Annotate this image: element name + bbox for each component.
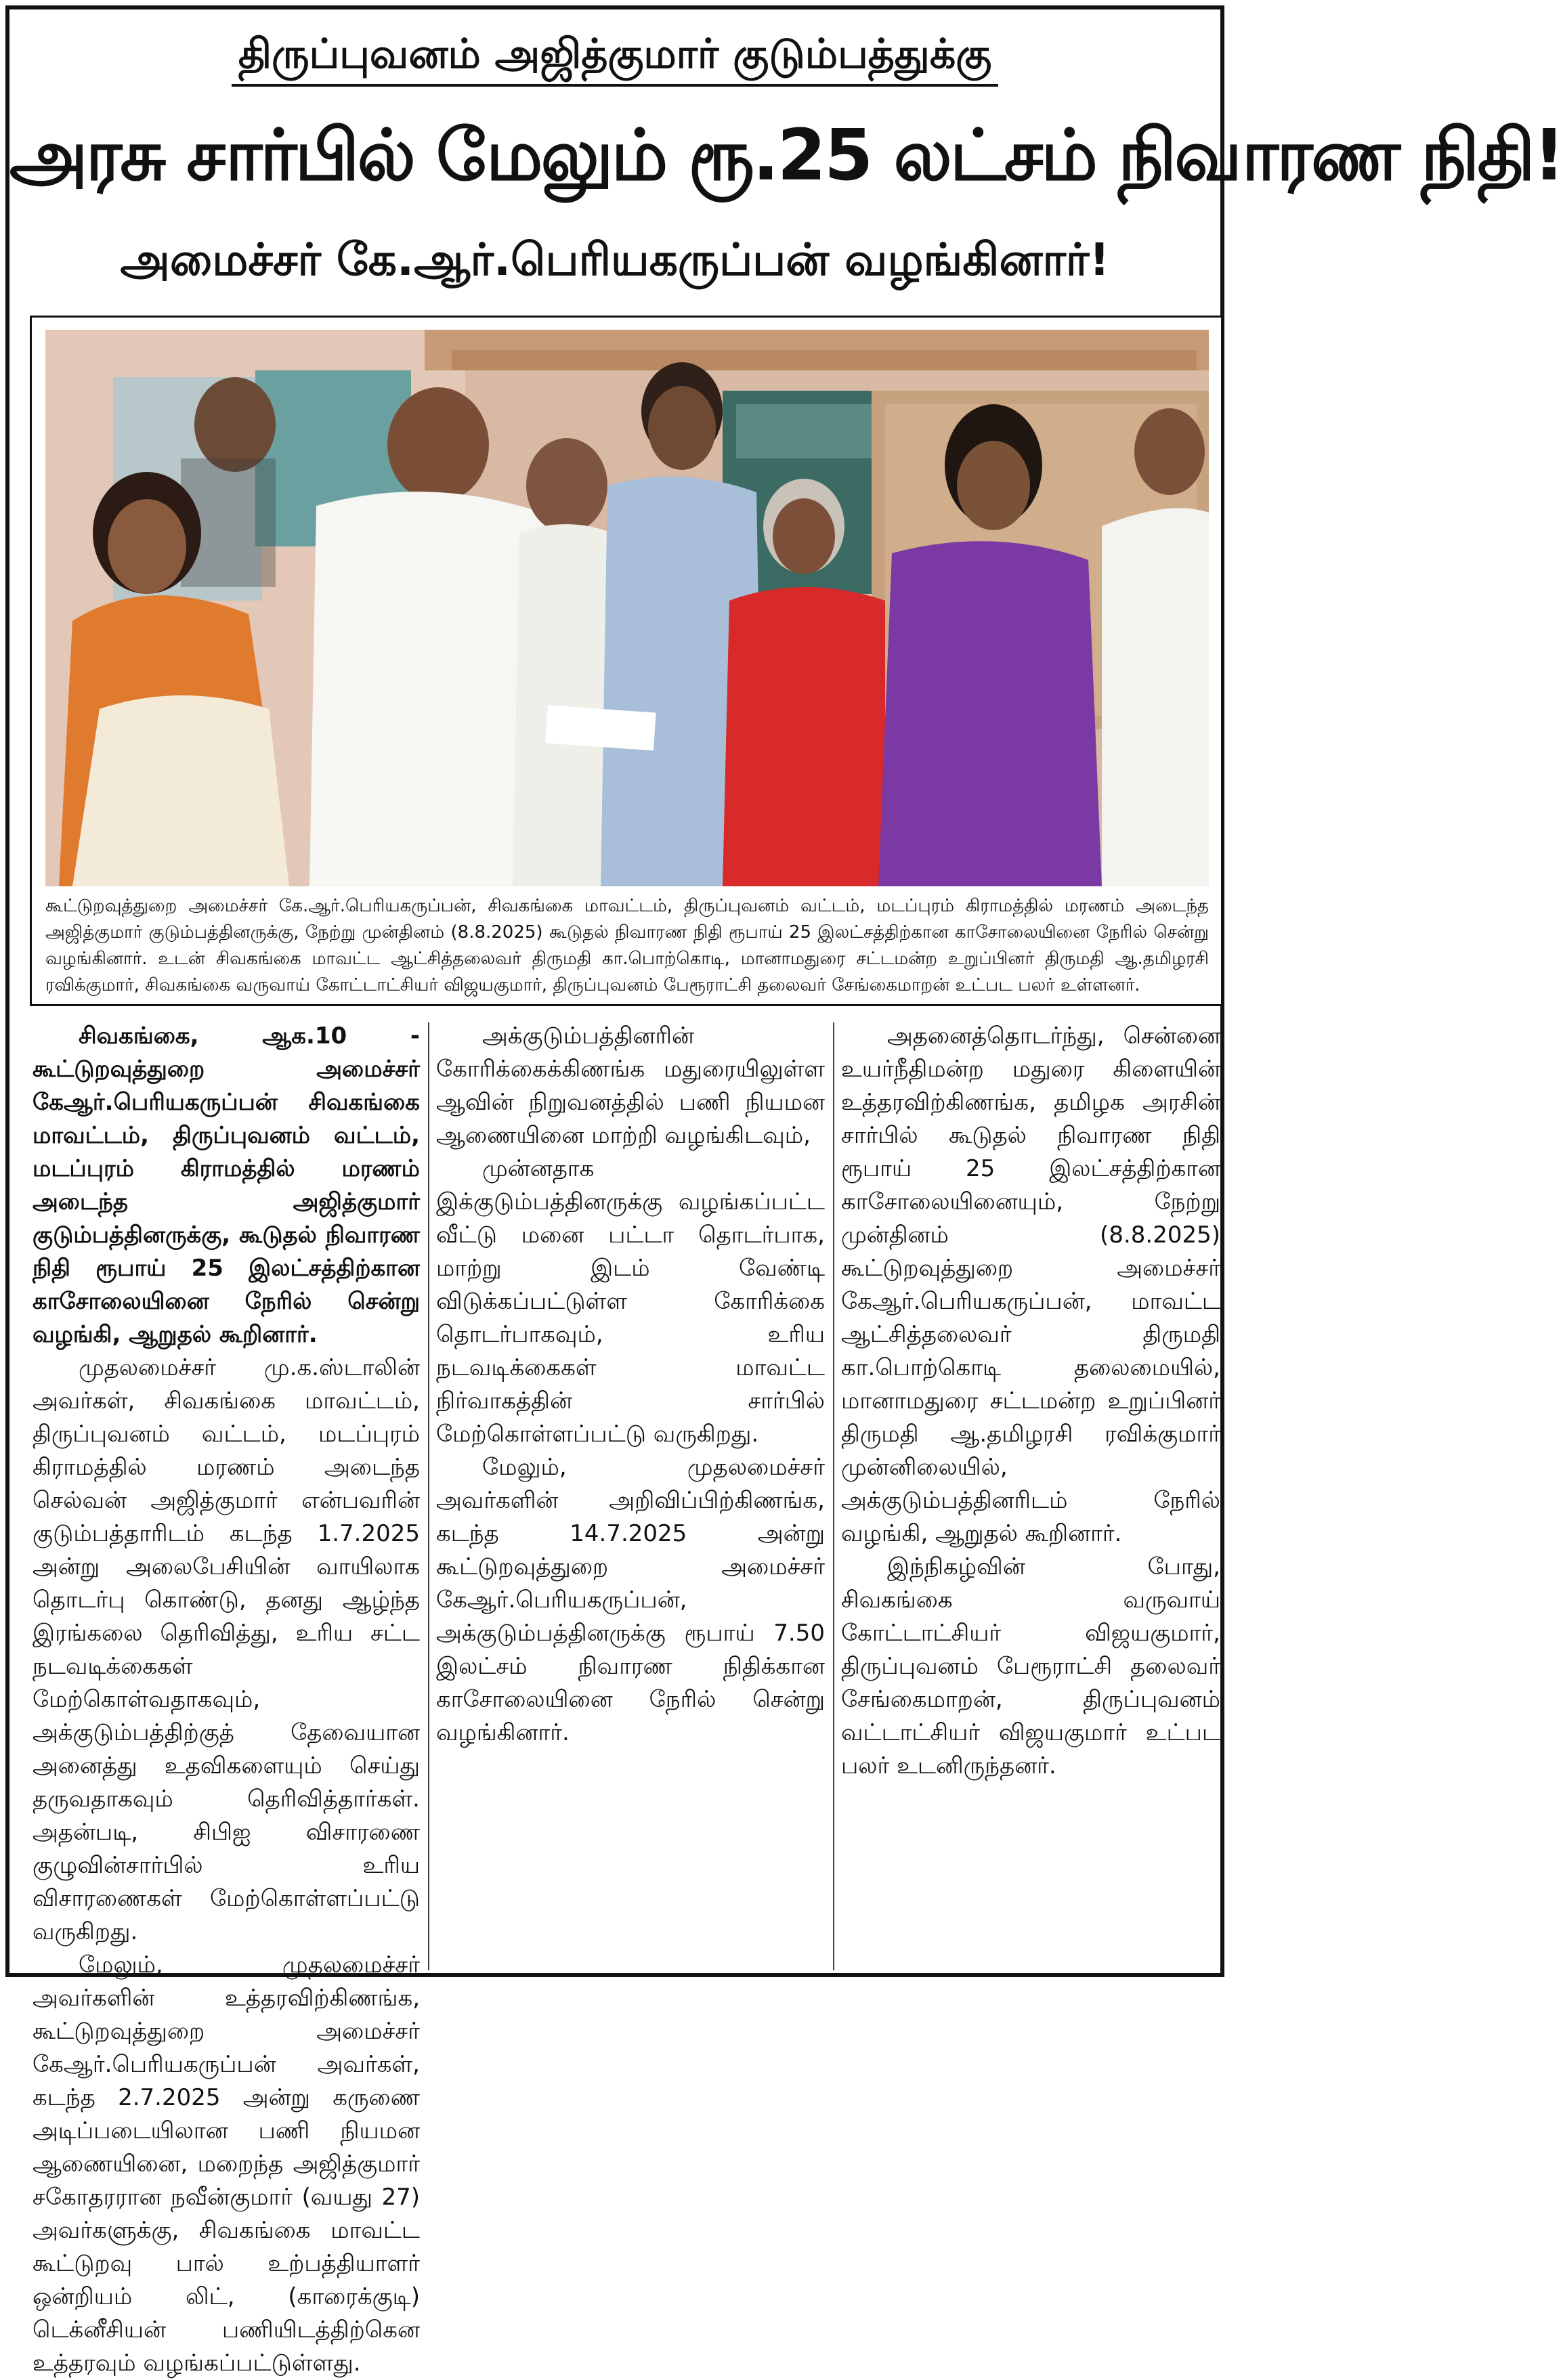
column-1 <box>33 1020 420 2377</box>
body-paragraph: அதனைத்தொடர்ந்து, சென்னை உயர்நீதிமன்ற மதுரை கிளையின் உத்தரவிற்கிணங்க, தமிழக அரசின் சார்பில் கூடுதல் நிவாரண நிதி ரூபாய் 25 இலட்சத்திற்கான காசோலையினையும், நேற்று முன்தினம் (8.8.2025) கூட்டுறவுத்துறை அமைச்சர் கேஆர்.பெரியகருப்பன், மாவட்ட ஆட்சித்தலைவர் திருமதி கா.பொற்கொடி தலைமையில், மானாமதுரை சட்டமன்ற உறுப்பினர் திருமதி ஆ.தமிழரசி ரவிக்குமார் முன்னிலையில், அக்குடும்பத்தினரிடம் நேரில் வழங்கி, ஆறுதல் கூறினார். <box>841 1022 1220 1547</box>
column-2 <box>436 1020 825 1974</box>
photo-box <box>30 316 1223 1006</box>
body-paragraph: முதலமைச்சர் மு.க.ஸ்டாலின் அவர்கள், சிவகங்கை மாவட்டம், திருப்புவனம் வட்டம், மடப்புரம் கிராமத்தில் மரணம் அடைந்த செல்வன் அஜித்குமார் என்பவரின் குடும்பத்தாரிடம் கடந்த 1.7.2025 அன்று அலைபேசியின் வாயிலாக தொடர்பு கொண்டு, தனது ஆழ்ந்த இரங்கலை தெரிவித்து, உரிய சட்ட நடவடிக்கைகள் மேற்கொள்வதாகவும், அக்குடும்பத்திற்குத் தேவையான அனைத்து உதவிகளையும் செய்து தருவதாகவும் தெரிவித்தார்கள். அதன்படி, சிபிஐ விசாரணை குழுவின்சார்பில் உரிய விசாரணைகள் மேற்கொள்ளப்பட்டு வருகிறது. <box>33 1354 420 1945</box>
body-paragraph: இந்நிகழ்வின் போது, சிவகங்கை வருவாய் கோட்டாட்சியர் விஜயகுமார், திருப்புவனம் பேரூராட்சி தலைவர் சேங்கைமாறன், திருப்புவனம் வட்டாட்சியர் விஜயகுமார் உட்பட பலர் உடனிருந்தனர். <box>841 1553 1220 1779</box>
column-3 <box>841 1020 1220 1974</box>
newspaper-clipping <box>5 5 1563 2377</box>
photo-illustration <box>45 330 1209 886</box>
lead-paragraph: சிவகங்கை, ஆக.10 - கூட்டுறவுத்துறை அமைச்சர் கேஆர்.பெரியகருப்பன் சிவகங்கை மாவட்டம், திருப்புவனம் வட்டம், மடப்புரம் கிராமத்தில் மரணம் அடைந்த அஜித்குமார் குடும்பத்தினருக்கு, கூடுதல் நிவாரண நிதி ரூபாய் 25 இலட்சத்திற்கான காசோலையினை நேரில் சென்று வழங்கி, ஆறுதல் கூறினார். <box>33 1022 420 1348</box>
body-paragraph: மேலும், முதலமைச்சர் அவர்களின் உத்தரவிற்கிணங்க, கூட்டுறவுத்துறை அமைச்சர் கேஆர்.பெரியகருப்பன் அவர்கள், கடந்த 2.7.2025 அன்று கருணை அடிப்படையிலான பணி நியமன ஆணையினை, மறைந்த அஜித்குமார் சகோதரரான நவீன்குமார் (வயது 27) அவர்களுக்கு, சிவகங்கை மாவட்ட கூட்டுறவு பால் உற்பத்தியாளர் ஒன்றியம் லிட், (காரைக்குடி) டெக்னீசியன் பணியிடத்திற்கென உத்தரவும் வழங்கப்பட்டுள்ளது. <box>33 1951 420 2377</box>
column-divider <box>428 1022 429 1970</box>
body-paragraph: முன்னதாக இக்குடும்பத்தினருக்கு வழங்கப்பட்ட வீட்டு மனை பட்டா தொடர்பாக, மாற்று இடம் வேண்டி விடுக்கப்பட்டுள்ள கோரிக்கை தொடர்பாகவும், உரிய நடவடிக்கைகள் மாவட்ட நிர்வாகத்தின் சார்பில் மேற்கொள்ளப்பட்டு வருகிறது. <box>436 1155 825 1448</box>
body-paragraph: அக்குடும்பத்தினரின் கோரிக்கைக்கிணங்க மதுரையிலுள்ள ஆவின் நிறுவனத்தில் பணி நியமன ஆணையினை மாற்றி வழங்கிடவும், <box>436 1022 825 1149</box>
photo-caption: கூட்டுறவுத்துறை அமைச்சர் கே.ஆர்.பெரியகருப்பன், சிவகங்கை மாவட்டம், திருப்புவனம் வட்டம், மடப்புரம் கிராமத்தில் மரணம் அடைந்த அஜித்குமார் குடும்பத்தினருக்கு, நேற்று முன்தினம் (8.8.2025) கூடுதல் நிவாரண நிதி ரூபாய் 25 இலட்சத்திற்கான காசோலையினை நேரில் சென்று வழங்கினார். உடன் சிவகங்கை மாவட்ட ஆட்சித்தலைவர் திருமதி கா.பொற்கொடி, மானாமதுரை சட்டமன்ற உறுப்பினர் திருமதி ஆ.தமிழரசி ரவிக்குமார், சிவகங்கை வருவாய் கோட்டாட்சியர் விஜயகுமார், திருப்புவனம் பேரூராட்சி தலைவர் சேங்கைமாறன் உட்பட பலர் உள்ளனர். <box>45 896 1209 995</box>
headline: அரசு சார்பில் மேலும் ரூ.25 லட்சம் நிவாரண நிதி! <box>9 114 1563 196</box>
news-photo <box>45 330 1209 886</box>
article-body <box>30 1020 1223 2377</box>
subheadline: அமைச்சர் கே.ஆர்.பெரியகருப்பன் வழங்கினார்! <box>120 234 1110 286</box>
body-paragraph: மேலும், முதலமைச்சர் அவர்களின் அறிவிப்பிற்கிணங்க, கடந்த 14.7.2025 அன்று கூட்டுறவுத்துறை அமைச்சர் கேஆர்.பெரியகருப்பன், அக்குடும்பத்தினருக்கு ரூபாய் 7.50 இலட்சம் நிவாரண நிதிக்கான காசோலையினை நேரில் சென்று வழங்கினார். <box>436 1454 825 1746</box>
column-divider <box>833 1022 834 1970</box>
kicker-line <box>9 24 1220 87</box>
kicker-text: திருப்புவனம் அஜித்குமார் குடும்பத்துக்கு <box>232 24 998 87</box>
